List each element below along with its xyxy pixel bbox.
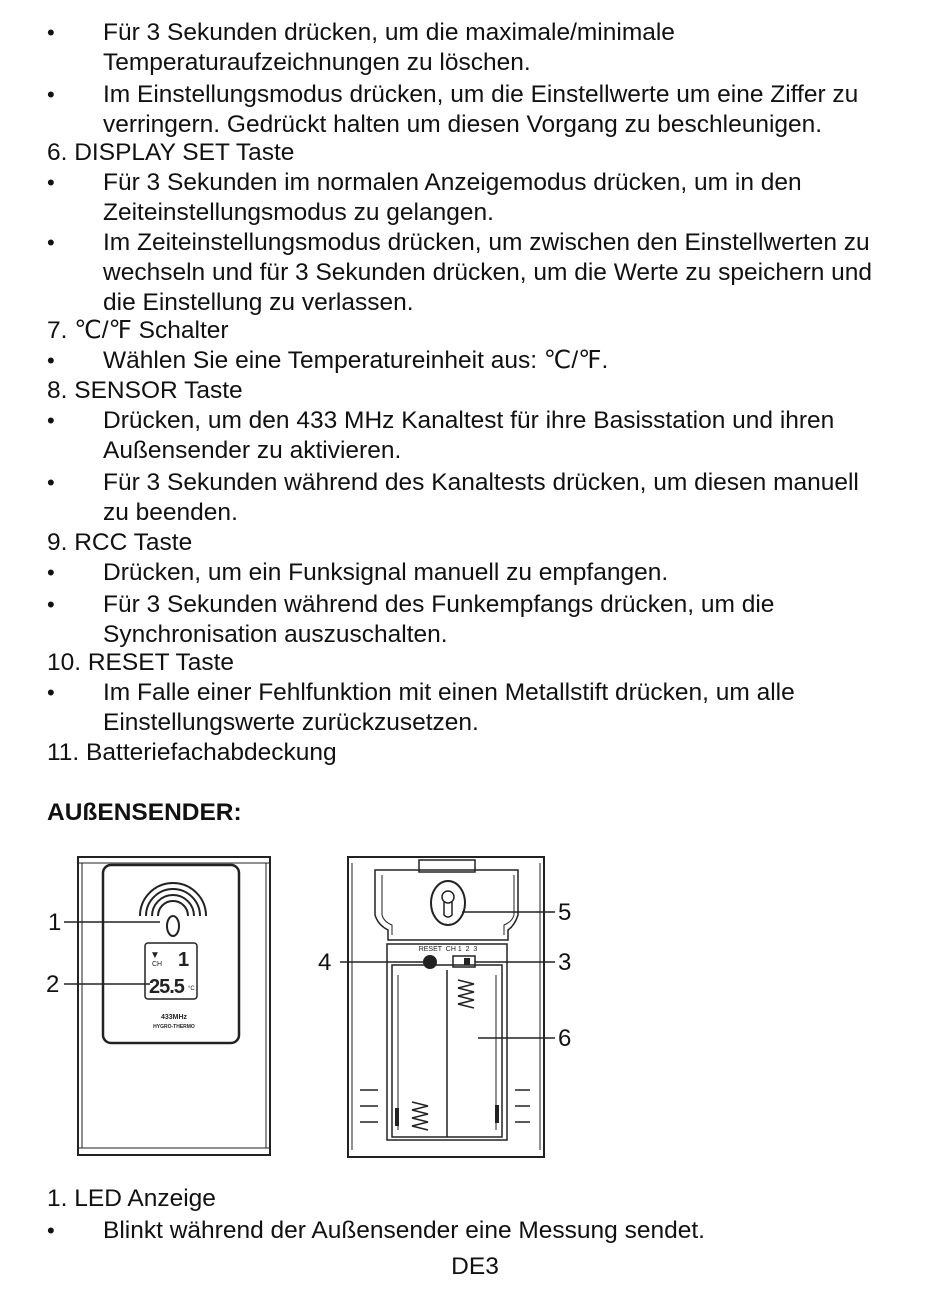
- bullet-text-line: Temperaturaufzeichnungen zu löschen.: [103, 49, 531, 76]
- lcd-antenna-icon: ▼: [150, 950, 160, 961]
- sensor-back-view: [348, 857, 544, 1157]
- lcd-channel-label: CH: [152, 961, 163, 968]
- bullet-text-line: Zeiteinstellungsmodus zu gelangen.: [103, 199, 494, 226]
- list-item: [103, 168, 802, 228]
- callout-3: 3: [558, 949, 572, 976]
- lcd-temperature: 25.5: [149, 976, 184, 998]
- list-item: [103, 406, 834, 466]
- reset-button: [424, 956, 436, 968]
- page-number: DE3: [451, 1253, 499, 1280]
- callout-1: 1: [48, 909, 62, 936]
- bullet-text-line: Einstellungswerte zurückzusetzen.: [103, 709, 479, 736]
- list-item: [103, 558, 668, 588]
- bullet-text-line: die Einstellung zu verlassen.: [103, 289, 414, 316]
- list-item: [103, 18, 675, 78]
- list-item: [103, 1216, 705, 1246]
- bullet-text-line: verringern. Gedrückt halten um diesen Vorgang zu beschleunigen.: [103, 111, 823, 138]
- bullet-marker: •: [47, 1218, 55, 1243]
- list-item: [103, 590, 774, 650]
- bullet-marker: •: [47, 82, 55, 107]
- bullet-text-line: Drücken, um ein Funksignal manuell zu empfangen.: [103, 559, 669, 586]
- section-title-sensor: 8. SENSOR Taste: [47, 377, 243, 404]
- bullet-marker: •: [47, 560, 55, 585]
- bullet-marker: •: [47, 230, 55, 255]
- section-title-display-set: 6. DISPLAY SET Taste: [47, 139, 295, 166]
- bullet-marker: •: [47, 348, 55, 373]
- bullet-text-line: wechseln und für 3 Sekunden drücken, um die Werte zu speichern und: [103, 259, 873, 286]
- callout-4: 4: [318, 949, 332, 976]
- bullet-text-line: Im Einstellungsmodus drücken, um die Einstellwerte um eine Ziffer zu: [103, 81, 859, 108]
- bullet-text-line: Für 3 Sekunden während des Funkempfangs drücken, um die: [103, 591, 775, 618]
- bullet-text-line: Wählen Sie eine Temperatureinheit aus: ℃/℉.: [103, 347, 609, 374]
- bullet-text-line: Außensender zu aktivieren.: [103, 437, 402, 464]
- battery-spring-icon: [458, 980, 474, 1008]
- lcd-unit: °C: [188, 986, 195, 992]
- section-title-rcc: 9. RCC Taste: [47, 529, 193, 556]
- lcd-channel-value: 1: [178, 949, 190, 971]
- callout-6: 6: [558, 1025, 572, 1052]
- list-item: [103, 678, 795, 738]
- list-item: [103, 228, 872, 318]
- bullet-text-line: Blinkt während der Außensender eine Messung sendet.: [103, 1217, 705, 1244]
- bullet-marker: •: [47, 470, 55, 495]
- bullet-text-line: Drücken, um den 433 MHz Kanaltest für ihre Basisstation und ihren: [103, 407, 835, 434]
- bullet-marker: •: [47, 408, 55, 433]
- section-title-led: 1. LED Anzeige: [47, 1185, 216, 1212]
- outdoor-sensor-figure: [0, 840, 950, 1170]
- frequency-label: 433MHz: [160, 1014, 188, 1021]
- bullet-marker: •: [47, 20, 55, 45]
- section-title-battery-cover: 11. Batteriefachabdeckung: [47, 739, 337, 766]
- section-title-reset: 10. RESET Taste: [47, 649, 235, 676]
- bullet-text-line: Für 3 Sekunden während des Kanaltests drücken, um diesen manuell: [103, 469, 859, 496]
- bullet-marker: •: [47, 592, 55, 617]
- bullet-text-line: Im Falle einer Fehlfunktion mit einen Metallstift drücken, um alle: [103, 679, 795, 706]
- list-item: [103, 80, 858, 140]
- callout-2: 2: [46, 971, 60, 998]
- bullet-text-line: Für 3 Sekunden drücken, um die maximale/minimale: [103, 19, 675, 46]
- list-item: [103, 346, 608, 376]
- section-heading: AUßENSENDER:: [47, 799, 242, 826]
- sensor-front-view: [64, 857, 555, 1157]
- switch-label: RESET CH 1 2 3: [418, 946, 478, 953]
- section-title-unit-switch: 7. ℃/℉ Schalter: [47, 317, 229, 344]
- wall-mount-hole-icon: [431, 881, 465, 925]
- signal-icon: [140, 883, 206, 936]
- list-item: [103, 468, 859, 528]
- battery-spring-icon: [412, 1102, 428, 1130]
- bullet-text-line: Für 3 Sekunden im normalen Anzeigemodus drücken, um in den: [103, 169, 802, 196]
- led-icon: [167, 916, 179, 936]
- bullet-text-line: zu beenden.: [103, 499, 238, 526]
- bullet-marker: •: [47, 680, 55, 705]
- callout-5: 5: [558, 899, 572, 926]
- bullet-text-line: Synchronisation auszuschalten.: [103, 621, 448, 648]
- bullet-marker: •: [47, 170, 55, 195]
- bullet-text-line: Im Zeiteinstellungsmodus drücken, um zwischen den Einstellwerten zu: [103, 229, 870, 256]
- product-label: HYGRO-THERMO: [153, 1024, 195, 1030]
